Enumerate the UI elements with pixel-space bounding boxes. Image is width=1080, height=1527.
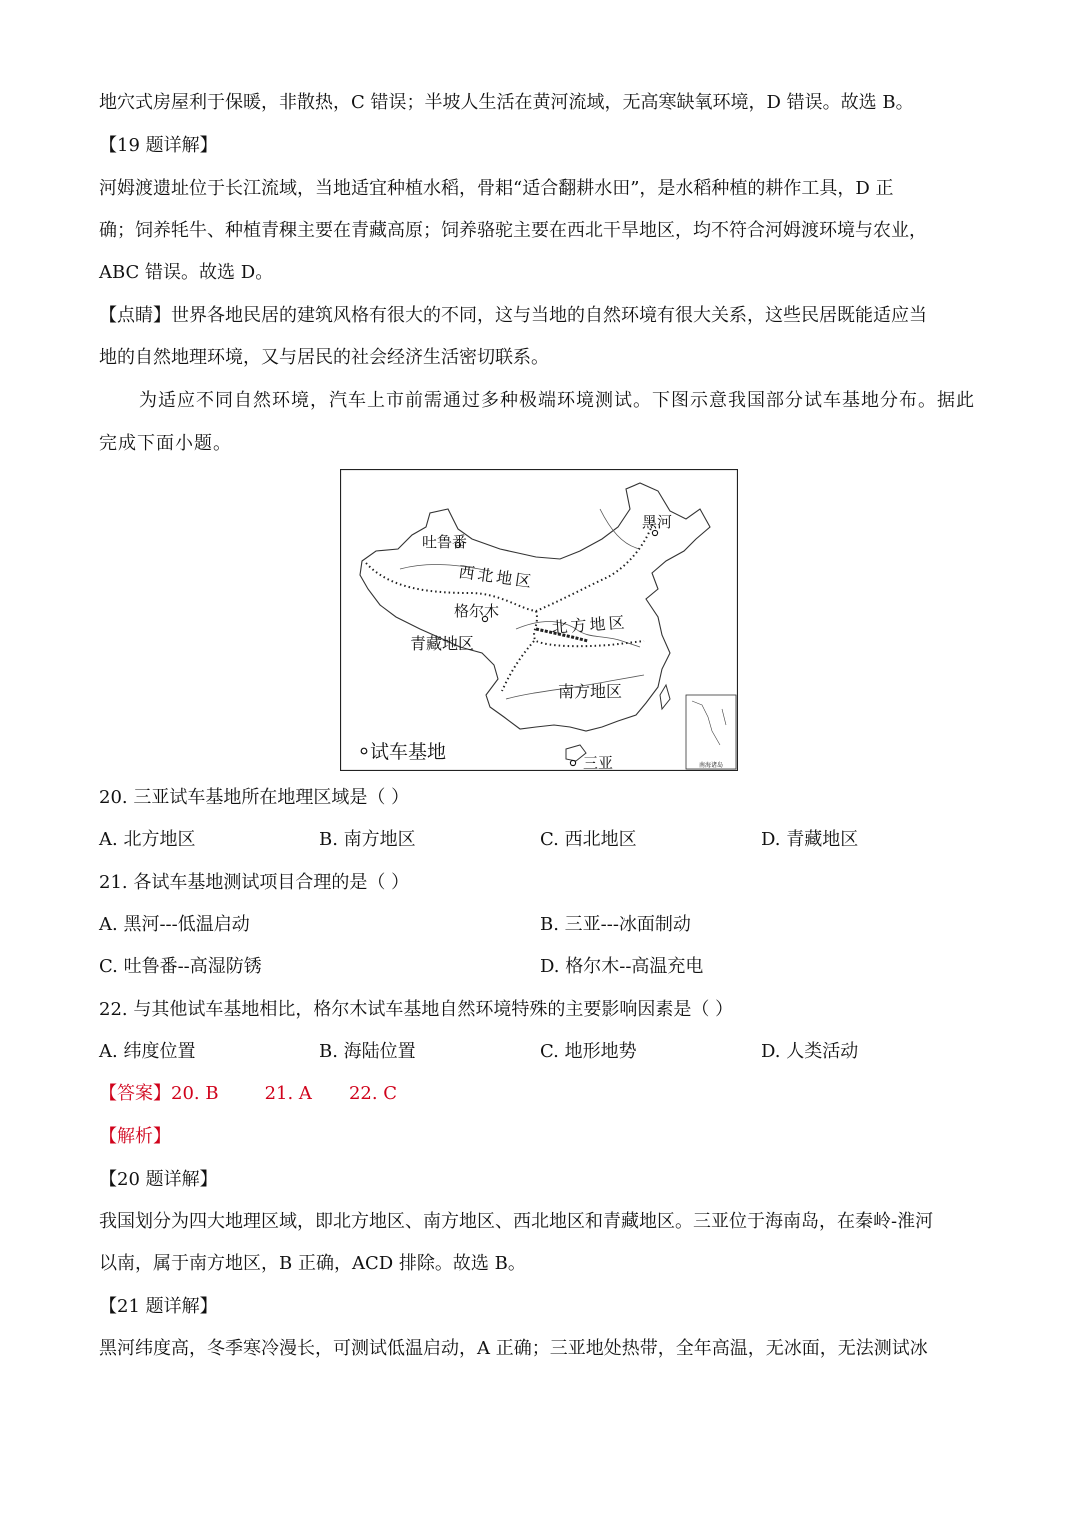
option-21-a: A. 黑河---低温启动 — [99, 914, 250, 935]
answer-20: 20. B — [171, 1083, 219, 1104]
text-line: 黑河纬度高，冬季寒冷漫长，可测试低温启动，A 正确；三亚地处热带，全年高温，无冰面，无法测试冰 — [99, 1338, 928, 1359]
intro-line: 为适应不同自然环境，汽车上市前需通过多种极端环境测试。下图示意我国部分试车基地分布。据此 — [139, 390, 975, 411]
answer-21: 21. A — [264, 1083, 312, 1104]
option-20-d: D. 青藏地区 — [761, 829, 859, 850]
text-line: 地穴式房屋利于保暖，非散热，C 错误；半坡人生活在黄河流域，无高寒缺氧环境，D 错误。故选 B。 — [99, 92, 914, 113]
option-22-c: C. 地形地势 — [540, 1041, 637, 1062]
text-line: 我国划分为四大地理区域，即北方地区、南方地区、西北地区和青藏地区。三亚位于海南岛，在秦岭-淮河 — [99, 1211, 934, 1232]
base-dot-heihe — [652, 530, 657, 535]
tip-line: 地的自然地理环境，又与居民的社会经济生活密切联系。 — [99, 347, 549, 368]
china-test-base-map — [340, 469, 738, 771]
city-label-sanya: 三亚 — [583, 754, 614, 771]
answer-label: 【答案】 — [99, 1083, 171, 1104]
option-20-a: A. 北方地区 — [99, 829, 196, 850]
option-21-d: D. 格尔木--高温充电 — [540, 956, 704, 977]
legend-label: 试车基地 — [370, 741, 447, 763]
text-line: 确；饲养牦牛、种植青稞主要在青藏高原；饲养骆驼主要在西北干旱地区，均不符合河姆渡环境与农业， — [99, 220, 927, 241]
question-stem-21: 21. 各试车基地测试项目合理的是（ ） — [99, 872, 410, 893]
answer-line — [99, 1082, 397, 1106]
analysis-label: 【解析】 — [99, 1126, 171, 1147]
question-stem-22: 22. 与其他试车基地相比，格尔木试车基地自然环境特殊的主要影响因素是（ ） — [99, 999, 734, 1020]
legend-dot — [361, 748, 367, 754]
text-line: ABC 错误。故选 D。 — [99, 262, 274, 283]
answer-22: 22. C — [348, 1083, 398, 1104]
option-22-d: D. 人类活动 — [761, 1041, 859, 1062]
region-label-northwest: 西北地区 — [457, 562, 536, 592]
city-label-geermu: 格尔木 — [454, 602, 500, 620]
section-heading-19: 【19 题详解】 — [99, 135, 218, 156]
option-22-b: B. 海陆位置 — [319, 1041, 416, 1062]
option-20-c: C. 西北地区 — [540, 829, 637, 850]
south-china-sea-inset — [686, 695, 736, 769]
option-21-c: C. 吐鲁番--高湿防锈 — [99, 956, 262, 977]
region-label-south: 南方地区 — [558, 682, 623, 701]
section-heading-20: 【20 题详解】 — [99, 1169, 218, 1190]
region-label-qingzang: 青藏地区 — [410, 634, 475, 653]
city-label-heihe: 黑河 — [642, 513, 673, 531]
option-21-b: B. 三亚---冰面制动 — [540, 914, 691, 935]
text-line: 以南，属于南方地区，B 正确，ACD 排除。故选 B。 — [99, 1253, 526, 1274]
tip-line: 【点睛】世界各地民居的建筑风格有很大的不同，这与当地的自然环境有很大关系，这些民居既能适应当 — [99, 305, 927, 326]
base-dot-sanya — [570, 760, 575, 765]
option-20-b: B. 南方地区 — [319, 829, 416, 850]
option-22-a: A. 纬度位置 — [99, 1041, 196, 1062]
section-heading-21: 【21 题详解】 — [99, 1296, 218, 1317]
city-label-tulufan: 吐鲁番 — [422, 533, 468, 551]
region-label-north: 北方地区 — [550, 612, 629, 637]
intro-line: 完成下面小题。 — [99, 433, 232, 454]
text-line: 河姆渡遗址位于长江流域，当地适宜种植水稻，骨耜“适合翻耕水田”，是水稻种植的耕作工具，D 正 — [99, 178, 894, 199]
question-stem-20: 20. 三亚试车基地所在地理区域是（ ） — [99, 787, 410, 808]
inset-label: 南海诸岛 — [698, 762, 724, 769]
